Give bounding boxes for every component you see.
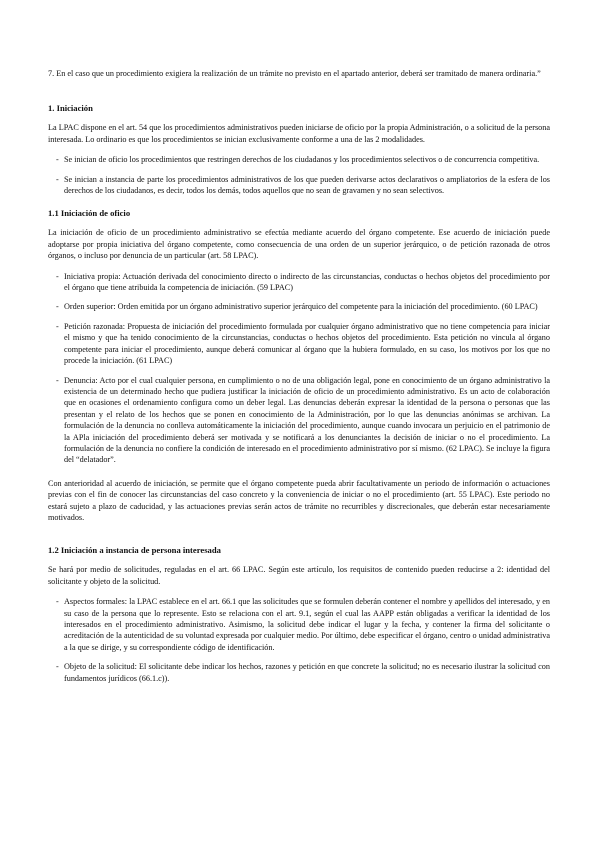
list-item-text: Se inician de oficio los procedimientos que restringen derechos de los ciudadanos y los procedimientos selectivos o de concurrencia competitiva.	[64, 155, 540, 165]
list-item-text: Iniciativa propia: Actuación derivada del conocimiento directo o indirecto de las circunstancias, conductas o hechos objetos del procedimiento por el órgano que tiene atribuida la competencia de iniciación. (59 LPAC)	[64, 271, 550, 293]
section-title-oficio: 1.1 Iniciación de oficio	[48, 208, 131, 219]
paragraph-iniciacion: La LPAC dispone en el art. 54 que los procedimientos administrativos pueden iniciarse de oficio por la propia Administración, o a solicitud de la persona interesada. Lo ordinario es que los procedimientos se inician exclusivamente conforme a una de las 2 modalidades.	[48, 123, 550, 144]
list-oficio	[48, 271, 550, 466]
section-title-instancia: 1.2 Iniciación a instancia de persona interesada	[48, 545, 221, 556]
intro-paragraph: 7. En el caso que un procedimiento exigiera la realización de un trámite no previsto en el apartado anterior, deberá ser tramitado de manera ordinaria.”	[48, 69, 541, 78]
paragraph-oficio: La iniciación de oficio de un procedimiento administrativo se efectúa mediante acuerdo del órgano competente. Ese acuerdo de iniciación puede adoptarse por propia iniciativa del órgano competente, como consecuencia de una orden de un superior jerárquico, o de petición razonada de otros órganos, o incluso por denuncia de un particular (art. 58 LPAC).	[48, 228, 550, 261]
section-title-iniciacion: 1. Iniciación	[48, 103, 93, 114]
document-page	[48, 68, 550, 696]
list-item	[48, 174, 550, 197]
paragraph-instancia: Se hará por medio de solicitudes, reguladas en el art. 66 LPAC. Según este artículo, los requisitos de contenido pueden reducirse a 2: identidad del solicitante y objeto de la solicitud.	[48, 565, 550, 586]
list-item	[48, 661, 550, 684]
list-item	[48, 596, 550, 653]
list-iniciacion	[48, 154, 550, 196]
list-item	[48, 375, 550, 466]
list-item-text: Aspectos formales: la LPAC establece en el art. 66.1 que las solicitudes que se formulen deberán contener el nombre y apellidos del interesado, y en su caso de la persona que lo represente. Esto se relaciona con el art. 9.1, según el cual las AAPP están obligadas a verificar la identidad de los interesados en el procedimiento administrativo. Asimismo, la solicitud debe indicar el lugar y la fecha, y contener la firma del solicitante o acreditación de la autenticidad de su voluntad expresada por cualquier medio. Por último, debe especificar el órgano, centro o unidad administrativa a la que se dirige, y su correspondiente código de identificación.	[64, 597, 550, 652]
bullet-dash: -	[56, 271, 59, 281]
bullet-dash: -	[56, 155, 59, 165]
list-item	[48, 271, 550, 294]
bullet-dash: -	[56, 597, 59, 607]
list-instancia	[48, 596, 550, 684]
list-item-text: Orden superior: Orden emitida por un órgano administrativo superior jerárquico del competente para la iniciación del procedimiento. (60 LPAC)	[64, 302, 538, 312]
list-item	[48, 321, 550, 367]
list-item	[48, 154, 550, 165]
list-item-text: Petición razonada: Propuesta de iniciación del procedimiento formulada por cualquier órgano administrativo que no tiene competencia para iniciar el mismo y que ha tenido conocimiento de la circunstancias, conductas o hechos objetos del procedimiento. Esta petición no vincula al órgano competente para iniciar el procedimiento, aunque deberá comunicar al órgano que la hubiera formulado, en su caso, los motivos por los que no procede la iniciación. (61 LPAC)	[64, 321, 550, 366]
bullet-dash: -	[56, 302, 59, 312]
list-item-text: Objeto de la solicitud: El solicitante debe indicar los hechos, razones y petición en que concrete la solicitud; no es necesario ilustrar la solicitud con fundamentos jurídicos (66.1.c)).	[64, 662, 550, 683]
list-item-text: Se inician a instancia de parte los procedimientos administrativos de los que pueden derivarse actos declarativos o ampliatorios de la esfera de los derechos de los ciudadanos, es decir, todos los demás, todos aquellos que no sean de gravamen y no sean selectivos.	[64, 174, 550, 196]
bullet-dash: -	[56, 375, 59, 385]
list-item	[48, 301, 550, 312]
list-item-text: Denuncia: Acto por el cual cualquier persona, en cumplimiento o no de una obligación legal, pone en conocimiento de un órgano administrativo la existencia de un determinado hecho que pudiera justificar la iniciación de oficio de un procedimiento administrativo. Es un acto de colaboración que en ocasiones el ordenamiento configura como un deber legal. Las denuncias deberán expresar la identidad de la persona o personas que las presentan y el relato de los hechos que se ponen en conocimiento de la Administración, por lo que las denuncias anónimas se archivan. La formulación de la denuncia no conlleva automáticamente la iniciación del procedimiento, aunque cuando invocara un perjuicio en el patrimonio de la APla iniciación del procedimiento deberá ser motivada y se notificará a los denunciantes la decisión de iniciar o no el procedimiento. La formulación de la denuncia no confiere la condición de interesado en el procedimiento administrativo por sí mismo. (62 LPAC). Se incluye la figura del “delatador”.	[64, 375, 550, 465]
bullet-dash: -	[56, 174, 59, 184]
bullet-dash: -	[56, 662, 59, 672]
bullet-dash: -	[56, 321, 59, 331]
paragraph-actuaciones-previas: Con anterioridad al acuerdo de iniciación, se permite que el órgano competente pueda abrir facultativamente un periodo de información o actuaciones previas con el fin de conocer las circunstancias del caso concreto y la conveniencia de iniciar o no el procedimiento (art. 55 LPAC). Este periodo no estará sujeto a plazo de caducidad, y las actuaciones previas serán actos de trámite no recurribles y discrecionales, que deberán estar necesariamente motivados.	[48, 478, 550, 522]
